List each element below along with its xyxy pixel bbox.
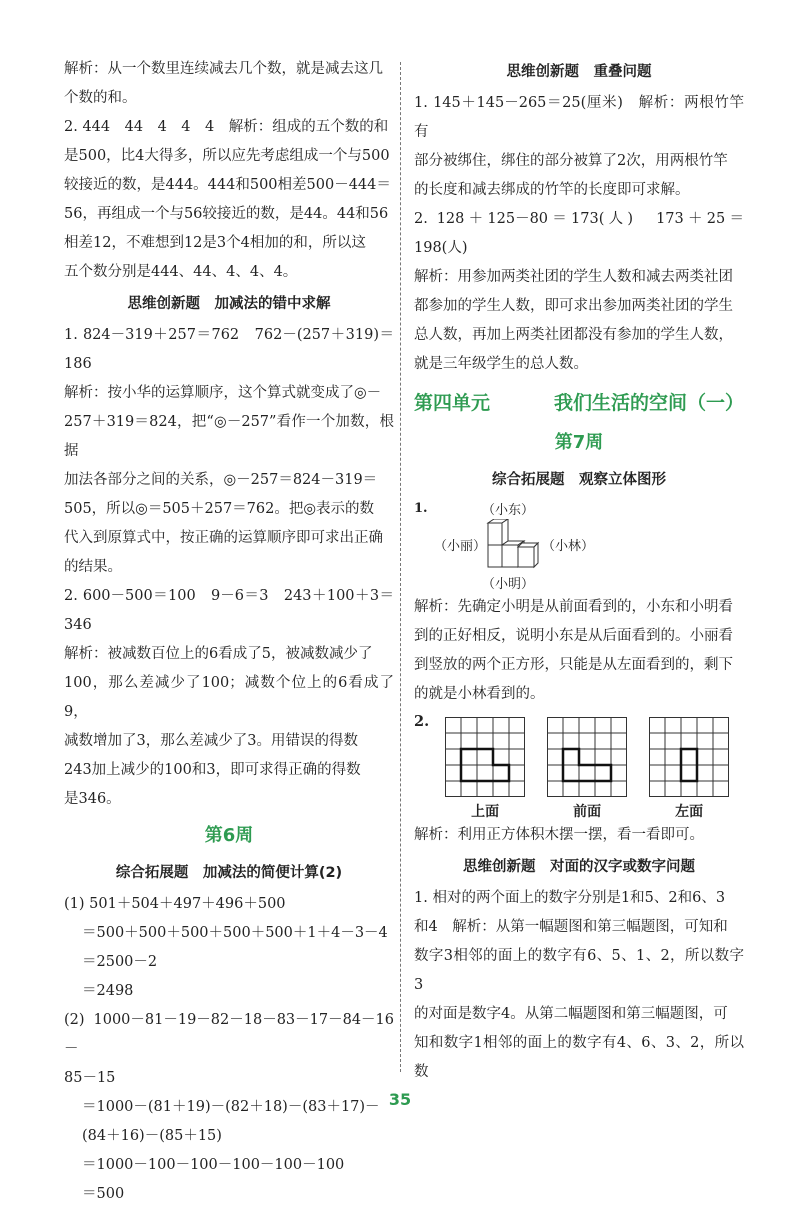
- grid-caption: 上面: [471, 804, 500, 820]
- text-line: 知和数字1相邻的面上的数字有4、6、3、2，所以数: [414, 1035, 744, 1080]
- text-line: 100，那么差减少了100；减数个位上的6看成了9，: [64, 675, 394, 720]
- text-line: 的就是小林看到的。: [414, 686, 545, 702]
- text-line: (2) 1000－81－19－82－18－83－17－84－16－: [64, 1012, 394, 1057]
- section-heading: 综合拓展题 加减法的简便计算(2): [115, 865, 343, 881]
- unit-number: 第四单元: [414, 392, 491, 414]
- text-line: 解析：从一个数里连续减去几个数，就是减去这几: [64, 61, 383, 77]
- grid-front-view: [547, 717, 627, 821]
- grid-drawing: [547, 717, 627, 797]
- text-line: 56，再组成一个与56较接近的数，是44。44和56: [64, 206, 389, 222]
- text-line: 相差12，不难想到12是3个4相加的和，所以这: [64, 235, 366, 251]
- right-column: [414, 55, 744, 1087]
- text-line: 2. 128＋125－80＝173(人) 173＋25＝198(人): [414, 211, 744, 256]
- text-line: 的结果。: [64, 559, 122, 575]
- grid-views: [414, 713, 744, 821]
- text-line: 解析：被减数百位上的6看成了5，被减数减少了: [64, 646, 373, 662]
- left-column: [64, 55, 394, 1209]
- text-line: 到的正好相反，说明小东是从后面看到的。小丽看: [414, 628, 733, 644]
- text-line: 部分被绑住，绑住的部分被算了2次，用两根竹竿: [414, 153, 728, 169]
- text-line: 减数增加了3，那么差减少了3。用错误的得数: [64, 733, 358, 749]
- section-heading: 综合拓展题 观察立体图形: [492, 472, 666, 488]
- text-line: 的长度和减去绑成的竹竿的长度即可求解。: [414, 182, 690, 198]
- text-line: 个数的和。: [64, 90, 137, 106]
- text-line: ＝2500－2: [82, 954, 158, 970]
- text-line: 加法各部分之间的关系，◎－257＝824－319＝: [64, 472, 378, 488]
- section-heading: 思维创新题 加减法的错中求解: [127, 296, 331, 312]
- grid-left-view: [649, 717, 729, 821]
- text-line: (84＋16)－(85＋15): [82, 1128, 222, 1144]
- text-line: 1. 145＋145－265＝25(厘米) 解析：两根竹竿有: [414, 95, 744, 140]
- text-line: 较接近的数，是444。444和500相差500－444＝: [64, 177, 391, 193]
- text-line: 五个数分别是444、44、4、4、4。: [64, 264, 298, 280]
- text-line: 解析：用参加两类社团的学生人数和减去两类社团: [414, 269, 733, 285]
- text-line: 解析：按小华的运算顺序，这个算式就变成了◎－: [64, 385, 382, 401]
- label-left-view: （小丽）: [434, 539, 487, 554]
- grid-top-view: [445, 717, 525, 821]
- text-line: 243加上减少的100和3，即可求得正确的得数: [64, 762, 361, 778]
- text-line: 解析：先确定小明是从前面看到的，小东和小明看: [414, 599, 733, 615]
- text-line: 2. 444 44 4 4 4 解析：组成的五个数的和: [64, 119, 389, 135]
- week-heading: 第6周: [204, 825, 254, 846]
- grid-drawing: [649, 717, 729, 797]
- question-number: 1.: [414, 501, 428, 516]
- text-line: 代入到原算式中，按正确的运算顺序即可求出正确: [64, 530, 383, 546]
- text-line: ＝2498: [82, 983, 134, 999]
- text-line: 是346。: [64, 791, 121, 807]
- text-line: 85－15: [64, 1070, 116, 1086]
- text-line: 257＋319＝824，把“◎－257”看作一个加数，根据: [64, 414, 394, 459]
- unit-heading: [414, 385, 744, 421]
- text-line: 的对面是数字4。从第二幅题图和第三幅题图，可: [414, 1006, 728, 1022]
- text-line: (1) 501＋504＋497＋496＋500: [64, 896, 286, 912]
- page-number: 35: [388, 1090, 412, 1109]
- week-heading: 第7周: [554, 432, 604, 453]
- label-top-view: （小东）: [482, 503, 535, 518]
- grid-drawing: [445, 717, 525, 797]
- text-line: 和4 解析：从第一幅题图和第三幅题图，可知和: [414, 919, 728, 935]
- text-line: 到竖放的两个正方形，只能是从左面看到的，剩下: [414, 657, 733, 673]
- cube-stack-drawing: [486, 519, 540, 569]
- question-number: 2.: [414, 713, 430, 730]
- cube-figure: [414, 497, 744, 593]
- text-line: 2. 600－500＝100 9－6＝3 243＋100＋3＝346: [64, 588, 394, 633]
- grid-caption: 前面: [573, 804, 602, 820]
- text-line: ＝500: [82, 1186, 125, 1202]
- grid-caption: 左面: [675, 804, 704, 820]
- text-line: ＝1000－100－100－100－100－100: [82, 1157, 345, 1173]
- label-right-view: （小林）: [542, 539, 595, 554]
- unit-title: 我们生活的空间（一）: [553, 392, 744, 414]
- text-line: ＝1000－(81＋19)－(82＋18)－(83＋17)－: [82, 1099, 380, 1115]
- column-divider: [400, 62, 401, 1072]
- text-line: 总人数，再加上两类社团都没有参加的学生人数，: [414, 327, 733, 343]
- text-line: 505，所以◎＝505＋257＝762。把◎表示的数: [64, 501, 375, 517]
- section-heading: 思维创新题 对面的汉字或数字问题: [463, 859, 695, 875]
- text-line: 都参加的学生人数，即可求出参加两类社团的学生: [414, 298, 733, 314]
- text-line: ＝500＋500＋500＋500＋500＋1＋4－3－4: [82, 925, 388, 941]
- text-line: 1. 824－319＋257＝762 762－(257＋319)＝186: [64, 327, 394, 372]
- text-line: 就是三年级学生的总人数。: [414, 356, 588, 372]
- section-heading: 思维创新题 重叠问题: [506, 64, 652, 80]
- text-line: 1. 相对的两个面上的数字分别是1和5、2和6、3: [414, 890, 726, 906]
- label-front-view: （小明）: [482, 577, 535, 592]
- text-line: 数字3相邻的面上的数字有6、5、1、2，所以数字3: [414, 948, 744, 993]
- text-line: 解析：利用正方体积木摆一摆，看一看即可。: [414, 827, 704, 843]
- text-line: 是500，比4大得多，所以应先考虑组成一个与500: [64, 148, 390, 164]
